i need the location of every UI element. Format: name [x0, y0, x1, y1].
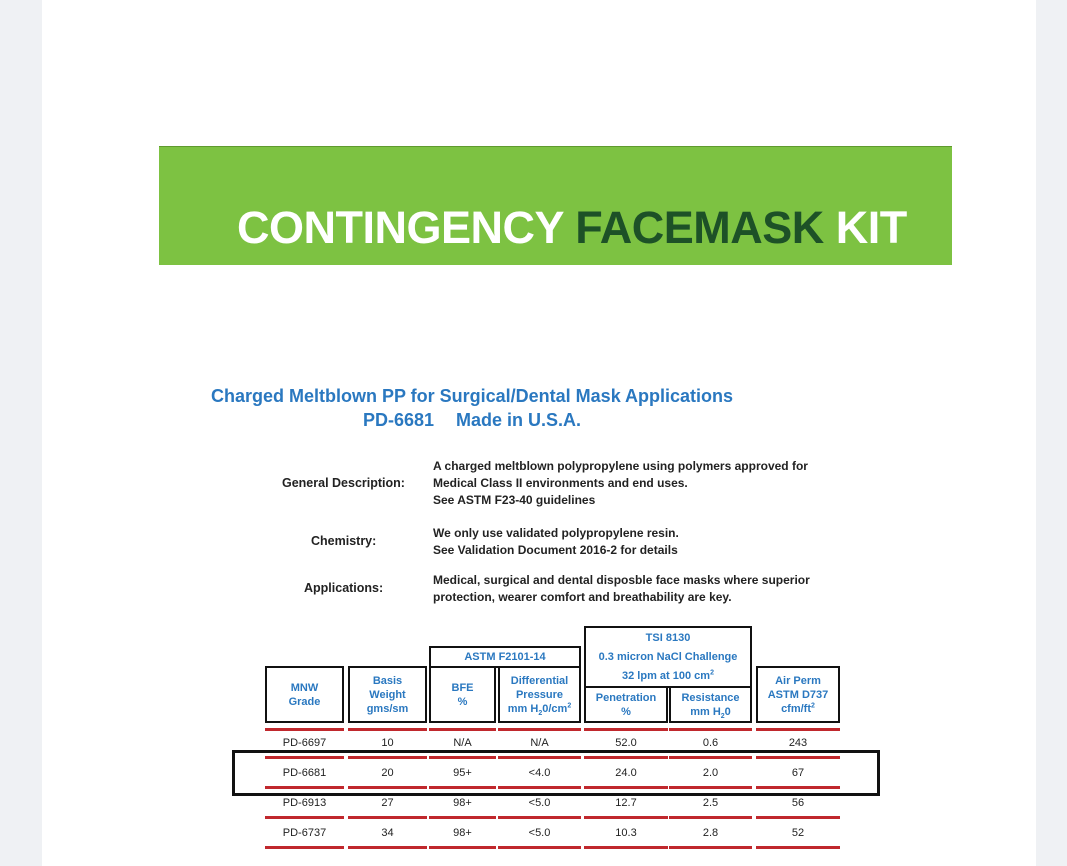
cell-grade: PD-6737 — [282, 827, 327, 839]
header-unit-rest: 0/cm — [542, 702, 568, 715]
header-text: Differential — [510, 674, 569, 687]
cell-basis-weight: 20 — [381, 767, 394, 779]
applications-text — [433, 572, 810, 606]
header-text: Basis — [372, 674, 403, 687]
cell-differential-pressure: N/A — [530, 737, 549, 749]
row-separator — [265, 846, 344, 849]
tsi-group-header — [584, 626, 752, 688]
cell-penetration: 24.0 — [615, 767, 637, 779]
header-text: % — [621, 705, 631, 718]
header-text: gms/sm — [366, 702, 409, 715]
chemistry-line: We only use validated polypropylene resin. — [433, 526, 679, 540]
highlighted-row-outline — [232, 750, 880, 796]
applications-line: Medical, surgical and dental disposble face masks where superior — [433, 573, 810, 587]
row-separator — [429, 846, 496, 849]
separator — [498, 728, 581, 731]
cell-resistance: 2.5 — [702, 797, 719, 809]
general-line: See ASTM F23-40 guidelines — [433, 493, 596, 507]
row-separator — [498, 846, 581, 849]
chemistry-text — [433, 525, 679, 559]
row-separator — [348, 816, 427, 819]
chemistry-line: See Validation Document 2016-2 for details — [433, 543, 678, 557]
product-subheading — [42, 410, 1036, 431]
header-text: Air Perm — [775, 674, 821, 687]
cell-bfe: 95+ — [453, 767, 472, 779]
applications-line: protection, wearer comfort and breathability are key. — [433, 590, 732, 604]
cell-grade: PD-6913 — [282, 797, 327, 809]
general-line: Medical Class II environments and end uses. — [433, 476, 688, 490]
cell-differential-pressure: <5.0 — [528, 797, 551, 809]
separator — [429, 728, 496, 731]
header-text: Resistance — [681, 691, 740, 704]
header-air-perm — [756, 666, 840, 723]
cell-air-perm: 67 — [791, 767, 805, 779]
header-differential-pressure — [498, 666, 581, 723]
separator — [348, 728, 427, 731]
separator — [265, 728, 344, 731]
cell-basis-weight: 34 — [381, 827, 394, 839]
cell-penetration: 12.7 — [615, 797, 637, 809]
astm-group-label: ASTM F2101-14 — [464, 651, 546, 663]
header-text: mm $H_20/cm^2$ — [507, 701, 572, 717]
banner-word-facemask: FACEMASK — [575, 202, 824, 253]
row-separator — [669, 846, 752, 849]
tsi-line3-text: 32 lpm at 100 cm — [622, 670, 711, 682]
cell-resistance: 0.6 — [702, 737, 719, 749]
cell-basis-weight: 27 — [381, 797, 394, 809]
header-text: ASTM D737 — [767, 688, 829, 701]
cell-differential-pressure: <5.0 — [528, 827, 551, 839]
cell-air-perm: 52 — [791, 827, 805, 839]
row-separator — [756, 846, 840, 849]
cell-air-perm: 56 — [791, 797, 805, 809]
row-separator — [584, 846, 668, 849]
cell-penetration: 52.0 — [615, 737, 637, 749]
header-unit-rest: 0 — [724, 705, 731, 718]
cell-resistance: 2.0 — [702, 767, 719, 779]
cell-grade: PD-6681 — [282, 767, 327, 779]
header-text: BFE — [451, 681, 474, 694]
header-unit: mm H — [507, 702, 539, 715]
header-text: Weight — [369, 688, 406, 701]
astm-group-header — [429, 646, 581, 668]
cell-differential-pressure: <4.0 — [528, 767, 551, 779]
cell-basis-weight: 10 — [381, 737, 394, 749]
general-description-text — [433, 458, 808, 509]
separator — [756, 728, 840, 731]
row-separator — [265, 816, 344, 819]
header-text: MNW — [290, 681, 319, 694]
row-separator — [498, 816, 581, 819]
cell-penetration: 10.3 — [615, 827, 637, 839]
header-penetration — [584, 686, 668, 723]
document-page — [42, 0, 1036, 866]
header-text: % — [457, 695, 468, 708]
general-description-label: General Description: — [282, 476, 405, 490]
cell-grade: PD-6697 — [282, 737, 327, 749]
product-code: PD-6681 — [362, 410, 435, 430]
tsi-line3: 32 lpm at 100 $cm^2$ — [622, 669, 714, 682]
banner-word-kit: KIT — [835, 202, 907, 253]
general-line: A charged meltblown polypropylene using polymers approved for — [433, 459, 808, 473]
title-banner — [159, 146, 952, 265]
banner-title — [237, 202, 907, 253]
header-unit: mm H — [690, 705, 721, 718]
product-origin: Made in U.S.A. — [456, 410, 582, 430]
banner-word-contingency: CONTINGENCY — [237, 202, 564, 253]
header-text: cfm/$ft^2$ — [781, 701, 815, 715]
row-separator — [669, 816, 752, 819]
separator — [584, 728, 668, 731]
row-separator — [348, 846, 427, 849]
header-text: Pressure — [515, 688, 564, 701]
product-heading: Charged Meltblown PP for Surgical/Dental Mask Applications — [210, 386, 734, 406]
header-unit: cfm/ft — [781, 702, 812, 715]
header-text: Grade — [288, 695, 321, 708]
cell-bfe: N/A — [453, 737, 472, 749]
header-resistance — [669, 686, 752, 723]
header-text: Penetration — [595, 691, 657, 704]
applications-label: Applications: — [304, 581, 384, 595]
header-basis-weight — [348, 666, 427, 723]
row-separator — [584, 816, 668, 819]
separator — [669, 728, 752, 731]
cell-bfe: 98+ — [453, 797, 472, 809]
tsi-line2: 0.3 micron NaCl Challenge — [598, 651, 738, 663]
cell-bfe: 98+ — [453, 827, 472, 839]
header-text: mm $H_20$ — [690, 705, 731, 720]
row-separator — [429, 816, 496, 819]
row-separator — [756, 816, 840, 819]
tsi-line1: TSI 8130 — [645, 632, 691, 644]
header-mnw-grade — [265, 666, 344, 723]
chemistry-label: Chemistry: — [311, 534, 377, 548]
cell-resistance: 2.8 — [702, 827, 719, 839]
header-bfe — [429, 666, 496, 723]
cell-air-perm: 243 — [788, 737, 808, 749]
